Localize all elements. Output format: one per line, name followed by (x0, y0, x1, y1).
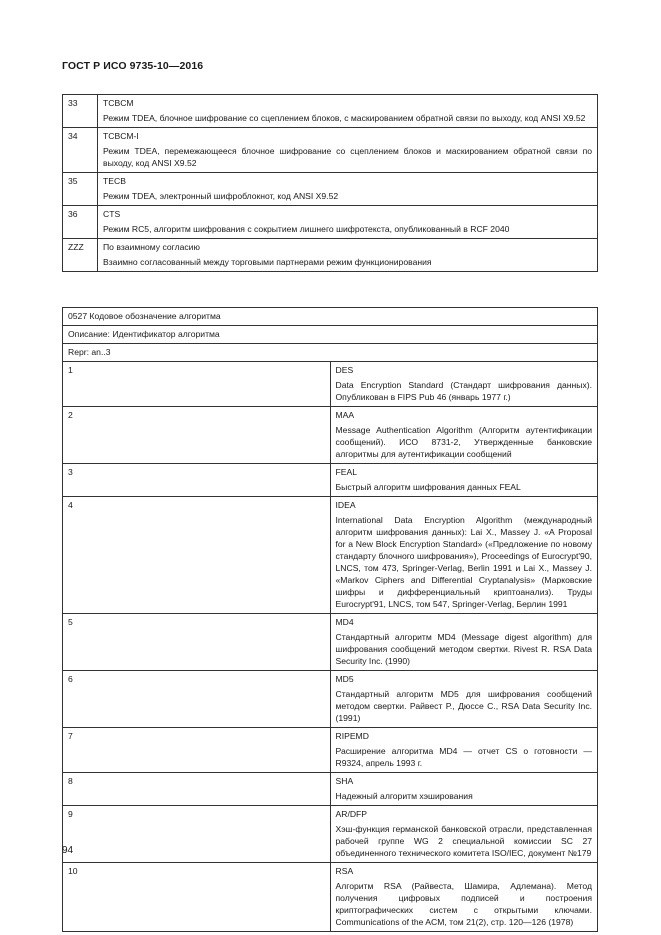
description-cell (330, 671, 598, 728)
code-title: MAA (335, 410, 355, 420)
code-description: Режим TDEA, блочное шифрование со сцеплением блоков, с маскированием обратной связи по выходу, код ANSI X9.52 (103, 113, 586, 123)
code-description: Стандартный алгоритм MD5 для шифрования сообщений методом свертки. Райвест Р., Дюссе С., RSA Data Security Inc. (1991) (335, 689, 592, 723)
page-number: 94 (62, 845, 74, 856)
description-cell (330, 863, 598, 932)
code-title: FEAL (335, 467, 357, 477)
algorithm-code-table (62, 307, 598, 932)
table-row (63, 362, 598, 407)
code-cell: 9 (63, 806, 331, 863)
code-title: CTS (103, 209, 121, 219)
code-cell: 35 (63, 173, 98, 206)
description-cell (330, 806, 598, 863)
code-title: TECB (103, 176, 126, 186)
table-row (63, 863, 598, 932)
table-repr-row (63, 344, 598, 362)
code-cell: 36 (63, 206, 98, 239)
code-cell: 5 (63, 614, 331, 671)
code-title: DES (335, 365, 354, 375)
code-description: Быстрый алгоритм шифрования данных FEAL (335, 482, 521, 492)
code-description: Режим RC5, алгоритм шифрования с сокрытием лишнего шифротекста, опубликованный в RCF 2040 (103, 224, 510, 234)
code-cell: 4 (63, 497, 331, 614)
code-cell: 3 (63, 464, 331, 497)
table-description-row (63, 326, 598, 344)
table-row (63, 173, 598, 206)
description-cell (98, 239, 598, 272)
mode-code-table-continued (62, 94, 598, 272)
code-title: RIPEMD (335, 731, 369, 741)
code-title: TCBCM (103, 98, 134, 108)
document-header: ГОСТ Р ИСО 9735-10—2016 (62, 60, 204, 72)
code-cell: 33 (63, 95, 98, 128)
code-title: MD4 (335, 617, 354, 627)
table-row (63, 128, 598, 173)
description-cell (330, 773, 598, 806)
table-row (63, 497, 598, 614)
code-description: Режим TDEA, перемежающееся блочное шифрование со сцеплением блоков и маскированием обратной связи по выходу, код ANSI X9.52 (103, 146, 592, 168)
table-row (63, 728, 598, 773)
code-title: SHA (335, 776, 354, 786)
table-row (63, 773, 598, 806)
code-title: AR/DFP (335, 809, 368, 819)
description-cell (330, 728, 598, 773)
code-description: International Data Encryption Algorithm (международный алгоритм шифрования данных): Lai X., Massey J. «A Proposal for a New Block Encryption Standard» («Предложение по новому стандарту блочного шифрования»), Proceedings of Eurocrypt'90, LNCS, том 473, Springer-Verlag, Berlin 1991 и Lai X., Massey J. «Markov Ciphers and Differential Cryptanalysis» (Марковские шифры и дифференциальный криптоанализ). Труды Eurocrypt'91, LNCS, том 547, Springer-Verlag, Берлин 1991 (335, 515, 592, 609)
element-heading: 0527 Кодовое обозначение алгоритма (63, 308, 598, 326)
code-title: TCBCM-I (103, 131, 139, 141)
code-title: RSA (335, 866, 354, 876)
table-row (63, 614, 598, 671)
code-description: Хэш-функция германской банковской отрасли, представленная рабочей группе WG 2 специальной комиссии SC 27 объединенного технического комитета ISO/IEC, документ №179 (335, 824, 592, 858)
table-row (63, 407, 598, 464)
description-cell (330, 407, 598, 464)
code-cell: 10 (63, 863, 331, 932)
description-cell (98, 95, 598, 128)
code-cell: 1 (63, 362, 331, 407)
code-description: Стандартный алгоритм MD4 (Message digest algorithm) для шифрования сообщений методом свертки. Rivest R. RSA Data Security Inc. (1990) (335, 632, 592, 666)
code-description: Message Authentication Algorithm (Алгоритм аутентификации сообщений). ИСО 8731-2, Утвержденные банковские алгоритмы для аутентификации сообщений (335, 425, 592, 459)
code-cell: 7 (63, 728, 331, 773)
code-title: IDEA (335, 500, 356, 510)
table-row (63, 464, 598, 497)
description-cell (98, 128, 598, 173)
table-row (63, 95, 598, 128)
description-cell (98, 173, 598, 206)
element-representation: Repr: an..3 (63, 344, 598, 362)
code-title: По взаимному согласию (103, 242, 200, 252)
description-cell (330, 497, 598, 614)
description-cell (330, 362, 598, 407)
code-title: MD5 (335, 674, 354, 684)
code-cell: 6 (63, 671, 331, 728)
description-cell (330, 614, 598, 671)
description-cell (330, 464, 598, 497)
element-description: Описание: Идентификатор алгоритма (63, 326, 598, 344)
code-description: Алгоритм RSA (Райвеста, Шамира, Адлемана). Метод получения цифровых подписей и построения криптографических систем с открытыми ключами. Communications of the ACM, том 21(2), стр. 120—126 (1978) (335, 881, 592, 927)
table-row (63, 239, 598, 272)
table-row (63, 206, 598, 239)
code-cell: 8 (63, 773, 331, 806)
code-description: Взаимно согласованный между торговыми партнерами режим функционирования (103, 257, 432, 267)
code-description: Надежный алгоритм хэширования (335, 791, 473, 801)
table-row (63, 671, 598, 728)
code-description: Data Encryption Standard (Стандарт шифрования данных). Опубликован в FIPS Pub 46 (январь 1977 г.) (335, 380, 592, 402)
description-cell (98, 206, 598, 239)
code-cell: ZZZ (63, 239, 98, 272)
code-description: Режим TDEA, электронный шифроблокнот, код ANSI X9.52 (103, 191, 339, 201)
code-description: Расширение алгоритма MD4 — отчет CS о готовности — R9324, апрель 1993 г. (335, 746, 592, 768)
code-cell: 2 (63, 407, 331, 464)
table-row (63, 806, 598, 863)
table-heading-row (63, 308, 598, 326)
code-cell: 34 (63, 128, 98, 173)
